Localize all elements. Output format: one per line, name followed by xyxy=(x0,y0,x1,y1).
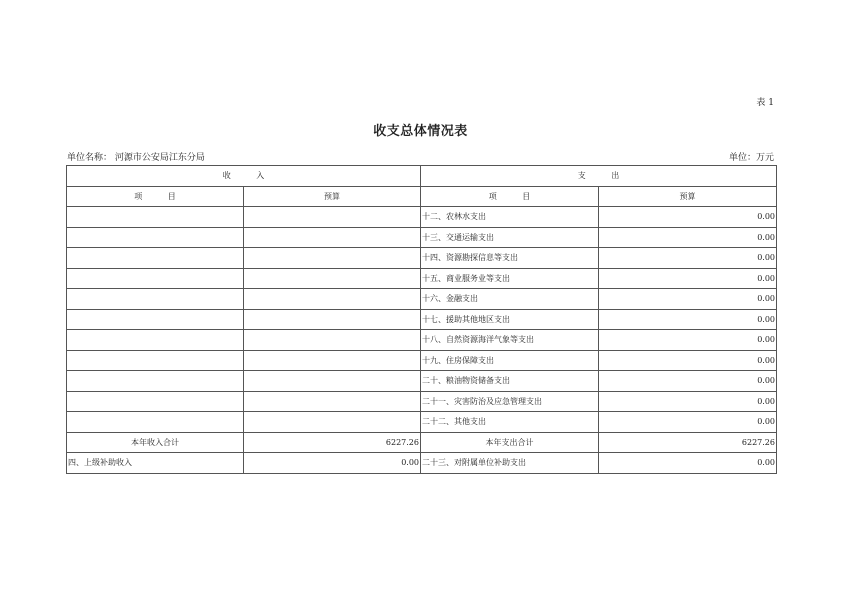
income-item-cell xyxy=(67,350,244,371)
expense-budget-cell: 0.00 xyxy=(599,330,777,351)
income-budget-cell: 0.00 xyxy=(244,453,421,474)
expense-budget-cell: 0.00 xyxy=(599,350,777,371)
income-item-cell xyxy=(67,248,244,269)
income-total-label: 本年收入合计 xyxy=(67,432,244,453)
income-item-cell xyxy=(67,268,244,289)
expense-budget-cell: 0.00 xyxy=(599,309,777,330)
income-section-header: 收 入 xyxy=(67,166,421,187)
income-item-cell xyxy=(67,227,244,248)
expense-total-value: 6227.26 xyxy=(599,432,777,453)
income-item-cell xyxy=(67,371,244,392)
income-budget-cell xyxy=(244,412,421,433)
expense-budget-cell: 0.00 xyxy=(599,268,777,289)
income-budget-cell xyxy=(244,268,421,289)
income-budget-cell xyxy=(244,227,421,248)
table-row xyxy=(67,391,777,412)
expense-item-cell: 十九、住房保障支出 xyxy=(421,350,599,371)
expense-budget-cell: 0.00 xyxy=(599,412,777,433)
income-budget-cell xyxy=(244,391,421,412)
expense-item-cell: 十五、商业服务业等支出 xyxy=(421,268,599,289)
table-number: 表 1 xyxy=(756,98,774,108)
table-row xyxy=(67,330,777,351)
income-item-cell xyxy=(67,330,244,351)
expense-budget-cell: 0.00 xyxy=(599,207,777,228)
income-item-cell xyxy=(67,391,244,412)
column-header-row xyxy=(67,186,777,207)
expense-item-header: 项 目 xyxy=(421,186,599,207)
income-item-cell xyxy=(67,207,244,228)
expense-budget-cell: 0.00 xyxy=(599,248,777,269)
expense-budget-cell: 0.00 xyxy=(599,371,777,392)
section-header-row xyxy=(67,166,777,187)
income-item-cell xyxy=(67,289,244,310)
table-row xyxy=(67,289,777,310)
unit-name-label: 单位名称： 河源市公安局江东分局 xyxy=(67,153,205,163)
currency-unit-label: 单位：万元 xyxy=(728,153,774,163)
table-row xyxy=(67,412,777,433)
budget-summary-table xyxy=(66,165,777,474)
expense-budget-header: 预算 xyxy=(599,186,777,207)
income-budget-cell xyxy=(244,207,421,228)
table-row xyxy=(67,453,777,474)
expense-item-cell: 十八、自然资源海洋气象等支出 xyxy=(421,330,599,351)
expense-item-cell: 十七、援助其他地区支出 xyxy=(421,309,599,330)
expense-item-cell: 十六、金融支出 xyxy=(421,289,599,310)
income-budget-cell xyxy=(244,330,421,351)
income-budget-cell xyxy=(244,248,421,269)
expense-total-label: 本年支出合计 xyxy=(421,432,599,453)
income-budget-cell xyxy=(244,289,421,310)
expense-item-cell: 二十三、对附属单位补助支出 xyxy=(421,453,599,474)
income-item-cell: 四、上级补助收入 xyxy=(67,453,244,474)
income-budget-cell xyxy=(244,371,421,392)
income-item-cell xyxy=(67,412,244,433)
income-item-header: 项 目 xyxy=(67,186,244,207)
table-row xyxy=(67,371,777,392)
expense-item-cell: 二十二、其他支出 xyxy=(421,412,599,433)
expense-section-header: 支 出 xyxy=(421,166,777,187)
page-title: 收支总体情况表 xyxy=(373,124,468,139)
expense-budget-cell: 0.00 xyxy=(599,227,777,248)
expense-item-cell: 十二、农林水支出 xyxy=(421,207,599,228)
expense-item-cell: 二十一、灾害防治及应急管理支出 xyxy=(421,391,599,412)
totals-row xyxy=(67,432,777,453)
table-row xyxy=(67,350,777,371)
expense-item-cell: 十三、交通运输支出 xyxy=(421,227,599,248)
expense-budget-cell: 0.00 xyxy=(599,453,777,474)
expense-budget-cell: 0.00 xyxy=(599,289,777,310)
table-row xyxy=(67,248,777,269)
income-item-cell xyxy=(67,309,244,330)
income-total-value: 6227.26 xyxy=(244,432,421,453)
table-row xyxy=(67,309,777,330)
expense-item-cell: 二十、粮油物资储备支出 xyxy=(421,371,599,392)
table-row xyxy=(67,207,777,228)
expense-item-cell: 十四、资源勘探信息等支出 xyxy=(421,248,599,269)
table-row xyxy=(67,268,777,289)
income-budget-cell xyxy=(244,309,421,330)
table-row xyxy=(67,227,777,248)
income-budget-header: 预算 xyxy=(244,186,421,207)
expense-budget-cell: 0.00 xyxy=(599,391,777,412)
income-budget-cell xyxy=(244,350,421,371)
